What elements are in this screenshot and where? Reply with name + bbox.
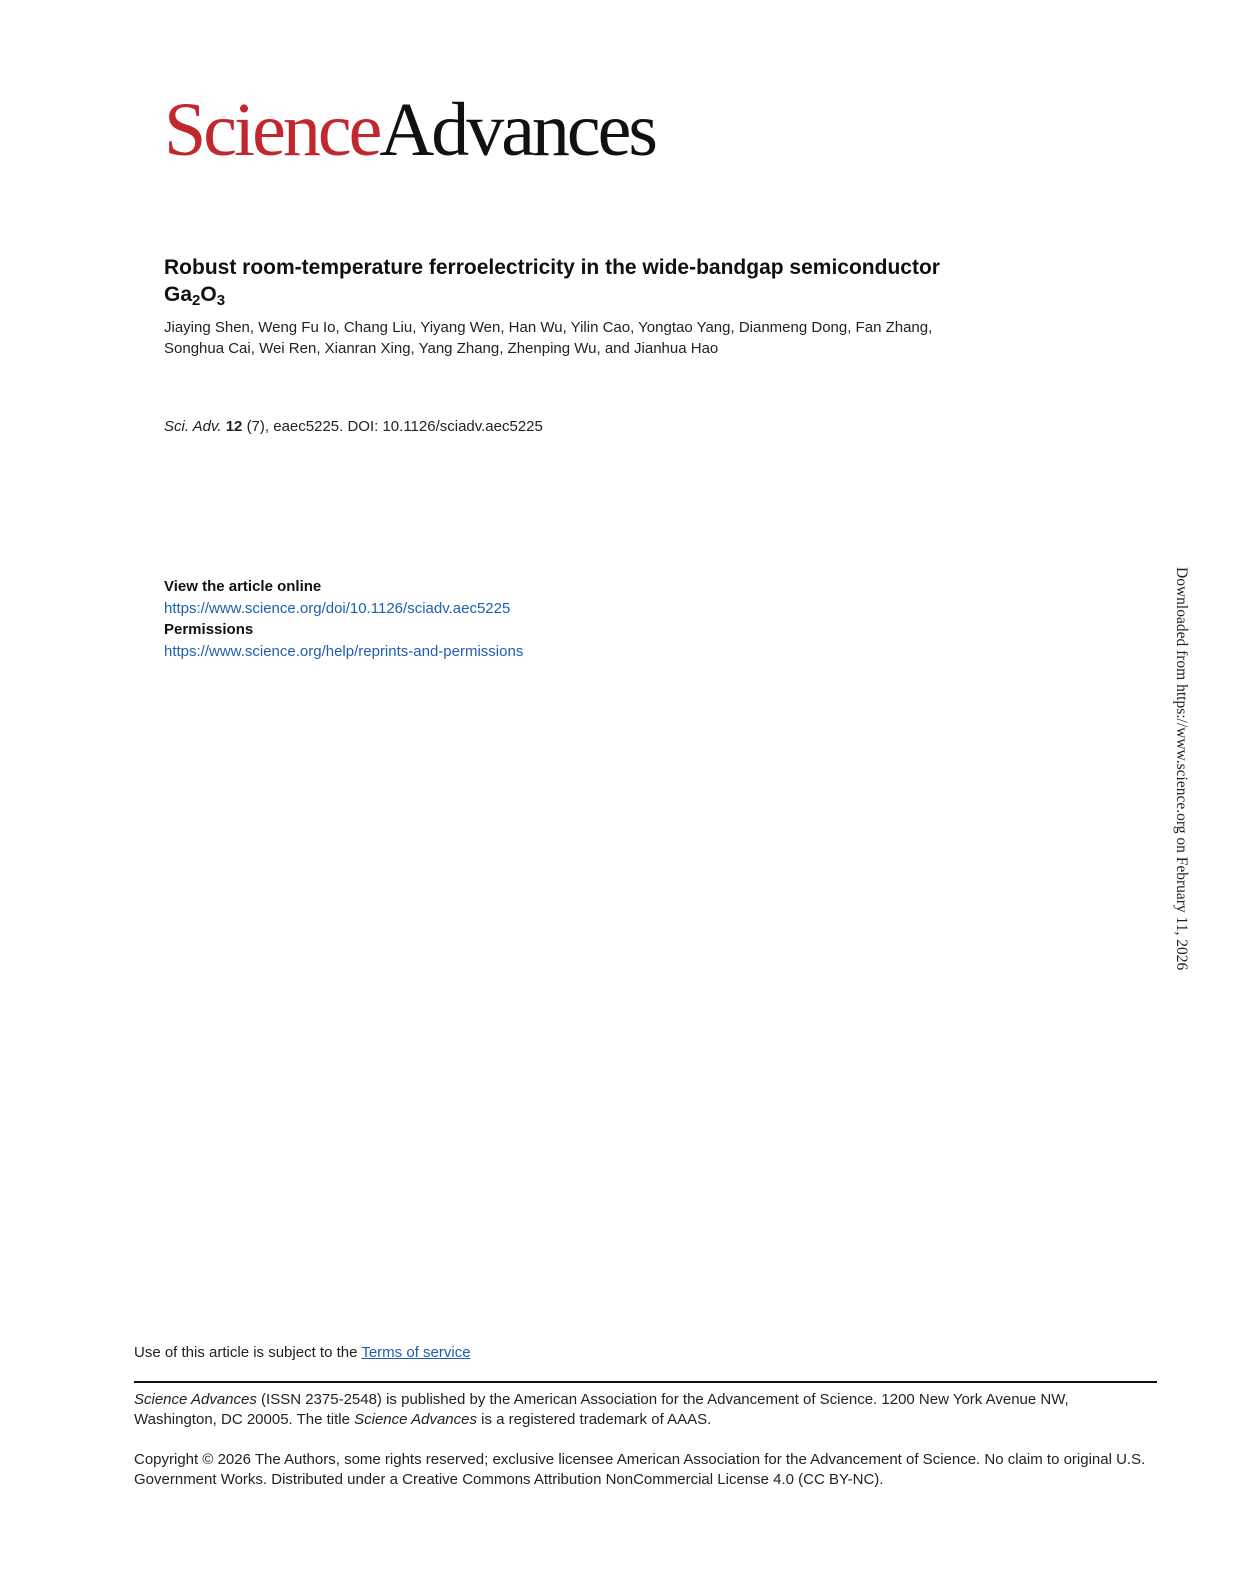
formula-subscript-3: 3 — [216, 292, 226, 309]
citation — [164, 417, 543, 437]
formula-element-o: O — [200, 283, 217, 306]
publisher-journal-name: Science Advances — [134, 1391, 257, 1408]
authors-line-1: Jiaying Shen, Weng Fu Io, Chang Liu, Yiyang Wen, Han Wu, Yilin Cao, Yongtao Yang, Dianmeng Dong, Fan Zhang, — [164, 319, 933, 336]
permissions-url-link[interactable]: https://www.science.org/help/reprints-and-permissions — [164, 642, 524, 660]
article-title-formula — [164, 283, 226, 309]
logo-science-text: Science — [164, 88, 380, 172]
terms-prefix: Use of this article is subject to the — [134, 1344, 362, 1361]
author-list — [164, 317, 1064, 359]
download-watermark — [1170, 567, 1190, 1007]
citation-volume: 12 — [225, 418, 243, 435]
permissions-heading: Permissions — [164, 621, 254, 638]
publisher-text-2: is a registered trademark of AAAS. — [476, 1411, 712, 1428]
citation-journal: Sci. Adv. — [164, 418, 222, 435]
article-links — [164, 576, 523, 662]
view-online-heading: View the article online — [164, 578, 322, 595]
journal-logo — [164, 88, 655, 172]
copyright-notice: Copyright © 2026 The Authors, some rights reserved; exclusive licensee American Association for the Advancement of Science. No claim to original U.S. Government Works. Distributed under a Creative Commons Attribution NonCommercial License 4.0 (CC BY-NC). — [134, 1451, 1146, 1488]
article-title — [164, 254, 1064, 308]
article-url-link[interactable]: https://www.science.org/doi/10.1126/sciadv.aec5225 — [164, 599, 511, 617]
authors-line-2: Songhua Cai, Wei Ren, Xianran Xing, Yang Zhang, Zhenping Wu, and Jianhua Hao — [164, 340, 719, 357]
publisher-journal-name-2: Science Advances — [354, 1411, 477, 1428]
formula-subscript-2: 2 — [192, 292, 201, 309]
publisher-notice — [134, 1390, 1154, 1430]
logo-advances-text: Advances — [379, 88, 655, 172]
article-title-main: Robust room-temperature ferroelectricity in the wide-bandgap semiconductor — [164, 256, 940, 279]
footer-divider — [134, 1381, 1157, 1383]
terms-notice — [134, 1343, 471, 1363]
terms-of-service-link[interactable]: Terms of service — [361, 1344, 471, 1361]
citation-details: (7), eaec5225. DOI: 10.1126/sciadv.aec5225 — [246, 418, 543, 435]
download-note-text: Downloaded from https://www.science.org on February 11, 2026 — [1173, 567, 1190, 971]
formula-element-ga: Ga — [164, 283, 193, 306]
publisher-text-1: (ISSN 2375-2548) is published by the American Association for the Advancement of Science. 1200 New York Avenue NW, Washington, DC 20005. The title — [134, 1391, 1069, 1428]
